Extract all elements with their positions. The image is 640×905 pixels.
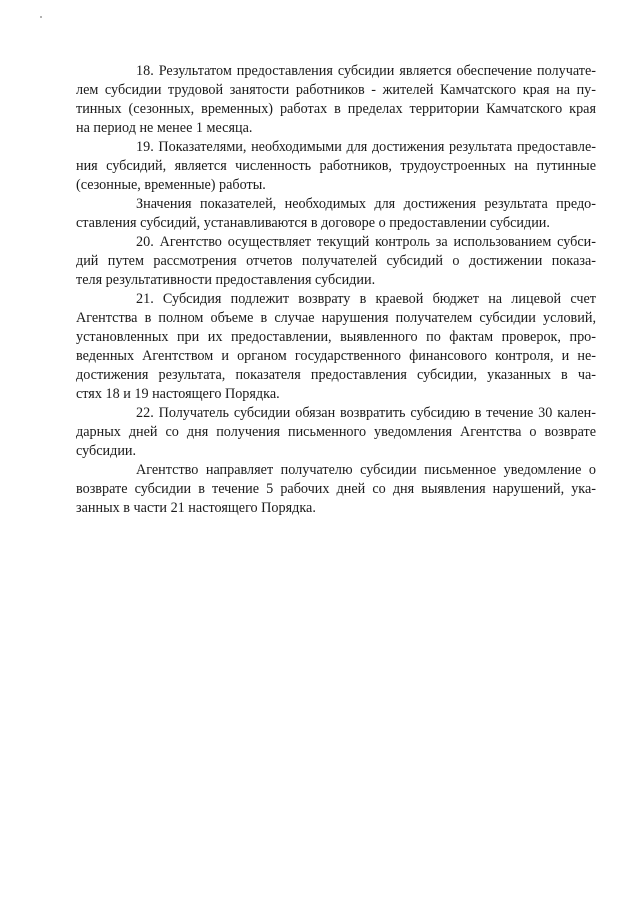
- text-line: Агентства в полном объеме в случае нарушения получателем субсидии условий,: [76, 310, 596, 326]
- paragraph-21: [76, 290, 596, 404]
- paragraph-22: [76, 404, 596, 461]
- text-line: дарных дней со дня получения письменного уведомления Агентства о возврате: [76, 424, 596, 440]
- paragraph-20: [76, 233, 596, 290]
- text-line: Значения показателей, необходимых для достижения результата предо-: [136, 196, 597, 212]
- text-line: достижения результата, показателя предоставления субсидии, указанных в ча-: [76, 367, 596, 383]
- text-line: 20. Агентство осуществляет текущий контроль за использованием субси-: [136, 234, 596, 250]
- text-line: 19. Показателями, необходимыми для достижения результата предоставле-: [136, 139, 596, 155]
- text-line: тинных (сезонных, временных) работах в пределах территории Камчатского края: [76, 101, 596, 117]
- text-line: Агентство направляет получателю субсидии письменное уведомление о: [136, 462, 596, 478]
- text-line: установленных при их предоставлении, выявленного по фактам проверок, про-: [76, 329, 596, 345]
- text-line: (сезонные, временные) работы.: [76, 177, 266, 193]
- text-line: 22. Получатель субсидии обязан возвратить субсидию в течение 30 кален-: [136, 405, 596, 421]
- text-line: лем субсидии трудовой занятости работников - жителей Камчатского края на пу-: [76, 82, 596, 98]
- text-line: стях 18 и 19 настоящего Порядка.: [76, 386, 280, 402]
- text-line: теля результативности предоставления субсидии.: [76, 272, 376, 288]
- text-line: ставления субсидий, устанавливаются в договоре о предоставлении субсидии.: [76, 215, 550, 231]
- text-line: 18. Результатом предоставления субсидии является обеспечение получате-: [136, 63, 596, 79]
- text-line: дий путем рассмотрения отчетов получателей субсидий о достижении показа-: [76, 253, 596, 269]
- text-line: веденных Агентством и органом государственного финансового контроля, и не-: [76, 348, 596, 364]
- scan-speck: [40, 16, 42, 18]
- paragraph-22-notice: [76, 461, 596, 518]
- paragraph-19-values: [76, 195, 596, 233]
- text-line: занных в части 21 настоящего Порядка.: [76, 500, 316, 516]
- text-line: субсидии.: [76, 443, 137, 459]
- text-line: возврате субсидии в течение 5 рабочих дней со дня выявления нарушений, ука-: [76, 481, 596, 497]
- text-line: на период не менее 1 месяца.: [76, 120, 253, 136]
- paragraph-18: [76, 62, 596, 138]
- document-body: [76, 62, 596, 518]
- text-line: 21. Субсидия подлежит возврату в краевой бюджет на лицевой счет: [136, 291, 596, 307]
- paragraph-19: [76, 138, 596, 195]
- text-line: ния субсидий, является численность работников, трудоустроенных на путинные: [76, 158, 597, 174]
